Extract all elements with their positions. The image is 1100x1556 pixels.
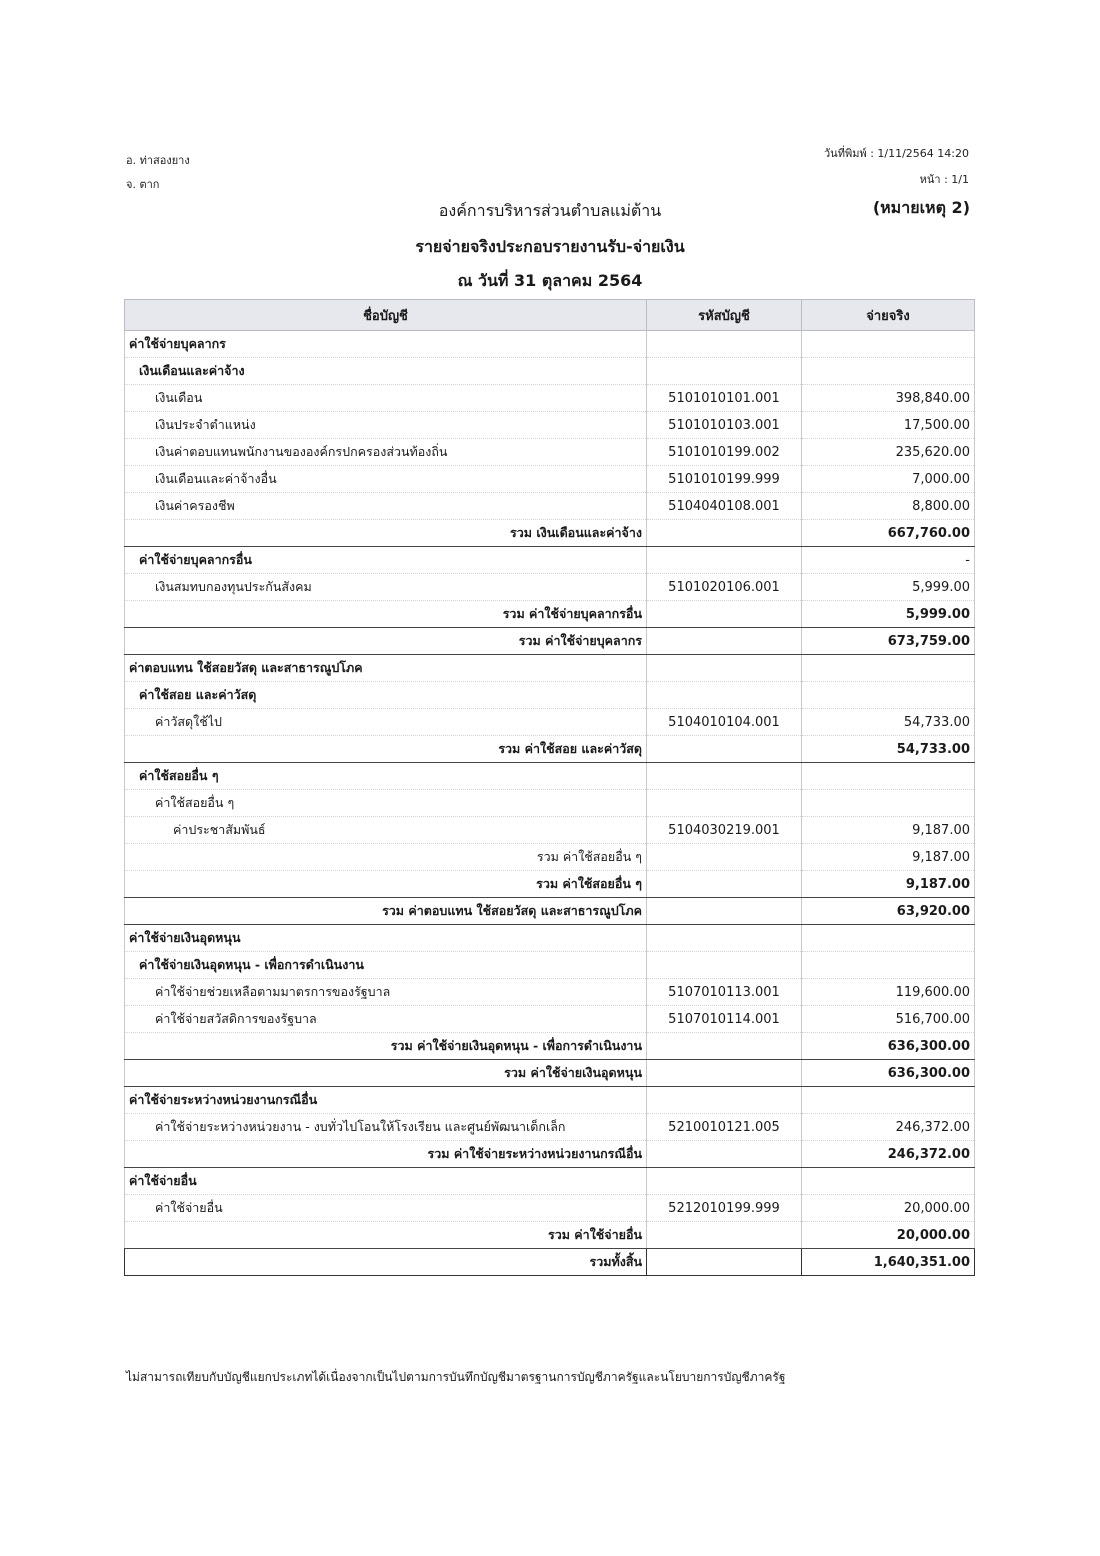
account-name-cell: ค่าตอบแทน ใช้สอยวัสดุ และสาธารณูปโภค xyxy=(125,655,647,682)
account-code-cell: 5101010101.001 xyxy=(647,385,802,412)
table-row xyxy=(125,925,975,952)
amount-cell: - xyxy=(802,547,975,574)
amount-cell: 516,700.00 xyxy=(802,1006,975,1033)
amount-cell: 5,999.00 xyxy=(802,601,975,628)
table-row xyxy=(125,412,975,439)
amount-cell xyxy=(802,682,975,709)
account-name-cell: ค่าใช้สอยอื่น ๆ xyxy=(125,790,647,817)
account-name-cell: ค่าใช้จ่ายเงินอุดหนุน xyxy=(125,925,647,952)
table-row xyxy=(125,1006,975,1033)
amount-cell xyxy=(802,331,975,358)
table-row xyxy=(125,547,975,574)
table-row xyxy=(125,574,975,601)
note-reference: (หมายเหตุ 2) xyxy=(872,198,970,217)
account-code-cell xyxy=(647,601,802,628)
account-name-cell: รวม เงินเดือนและค่าจ้าง xyxy=(125,520,647,547)
account-name-cell: รวม ค่าใช้จ่ายอื่น xyxy=(125,1222,647,1249)
account-name-cell: ค่าใช้จ่ายอื่น xyxy=(125,1168,647,1195)
table-row xyxy=(125,466,975,493)
account-code-cell xyxy=(647,358,802,385)
account-name-cell: ค่าใช้จ่ายบุคลากร xyxy=(125,331,647,358)
amount-cell: 5,999.00 xyxy=(802,574,975,601)
table-row xyxy=(125,709,975,736)
amount-cell: 8,800.00 xyxy=(802,493,975,520)
account-code-cell xyxy=(647,925,802,952)
account-name-cell: ค่าใช้จ่ายอื่น xyxy=(125,1195,647,1222)
account-code-cell xyxy=(647,790,802,817)
amount-cell xyxy=(802,790,975,817)
amount-cell xyxy=(802,1087,975,1114)
account-code-cell xyxy=(647,331,802,358)
amount-cell: 119,600.00 xyxy=(802,979,975,1006)
subtotal-row xyxy=(125,601,975,628)
table-row xyxy=(125,493,975,520)
amount-cell: 7,000.00 xyxy=(802,466,975,493)
account-code-cell xyxy=(647,952,802,979)
grand-total-row xyxy=(125,1249,975,1276)
account-code-cell: 5104010104.001 xyxy=(647,709,802,736)
account-code-cell xyxy=(647,655,802,682)
amount-cell: 54,733.00 xyxy=(802,736,975,763)
account-code-cell xyxy=(647,1168,802,1195)
amount-cell: 1,640,351.00 xyxy=(802,1249,975,1276)
account-code-cell: 5107010114.001 xyxy=(647,1006,802,1033)
amount-cell: 246,372.00 xyxy=(802,1141,975,1168)
amount-cell xyxy=(802,925,975,952)
account-code-cell: 5104030219.001 xyxy=(647,817,802,844)
subtotal-row xyxy=(125,1141,975,1168)
amount-cell xyxy=(802,1168,975,1195)
table-row xyxy=(125,655,975,682)
table-row xyxy=(125,1195,975,1222)
account-code-cell: 5101020106.001 xyxy=(647,574,802,601)
amount-cell xyxy=(802,952,975,979)
table-row xyxy=(125,952,975,979)
amount-cell: 63,920.00 xyxy=(802,898,975,925)
page-number: หน้า : 1/1 xyxy=(919,173,969,186)
account-code-cell xyxy=(647,547,802,574)
account-name-cell: รวม ค่าใช้จ่ายบุคลากร xyxy=(125,628,647,655)
account-code-cell xyxy=(647,763,802,790)
table-row xyxy=(125,1087,975,1114)
subtotal-row xyxy=(125,844,975,871)
report-date: ณ วันที่ 31 ตุลาคม 2564 xyxy=(457,271,643,290)
account-code-cell xyxy=(647,520,802,547)
account-name-cell: เงินค่าครองชีพ xyxy=(125,493,647,520)
account-name-cell: ค่าใช้จ่ายระหว่างหน่วยงานกรณีอื่น xyxy=(125,1087,647,1114)
subtotal-row xyxy=(125,520,975,547)
account-name-cell: ค่าใช้สอย และค่าวัสดุ xyxy=(125,682,647,709)
subtotal-row xyxy=(125,898,975,925)
subtotal-row xyxy=(125,736,975,763)
account-name-cell: เงินค่าตอบแทนพนักงานขององค์กรปกครองส่วนท้องถิ่น xyxy=(125,439,647,466)
account-code-cell: 5101010199.999 xyxy=(647,466,802,493)
account-name-cell: เงินเดือน xyxy=(125,385,647,412)
account-name-cell: ค่าใช้จ่ายบุคลากรอื่น xyxy=(125,547,647,574)
amount-cell: 246,372.00 xyxy=(802,1114,975,1141)
amount-cell xyxy=(802,763,975,790)
account-code-cell xyxy=(647,682,802,709)
table-row xyxy=(125,385,975,412)
table-row xyxy=(125,763,975,790)
account-name-cell: รวม ค่าใช้สอย และค่าวัสดุ xyxy=(125,736,647,763)
amount-cell: 54,733.00 xyxy=(802,709,975,736)
account-code-cell xyxy=(647,1249,802,1276)
expense-table xyxy=(124,299,975,1276)
account-code-cell xyxy=(647,1033,802,1060)
account-name-cell: ค่าใช้จ่ายระหว่างหน่วยงาน - งบทั่วไปโอนให้โรงเรียน และศูนย์พัฒนาเด็กเล็ก xyxy=(125,1114,647,1141)
amount-cell: 9,187.00 xyxy=(802,844,975,871)
amount-cell: 636,300.00 xyxy=(802,1033,975,1060)
table-row xyxy=(125,979,975,1006)
amount-cell: 673,759.00 xyxy=(802,628,975,655)
account-code-cell xyxy=(647,628,802,655)
amount-cell xyxy=(802,358,975,385)
amount-cell: 20,000.00 xyxy=(802,1222,975,1249)
account-name-cell: ค่าใช้จ่ายช่วยเหลือตามมาตรการของรัฐบาล xyxy=(125,979,647,1006)
account-code-cell: 5212010199.999 xyxy=(647,1195,802,1222)
table-header-row xyxy=(125,300,975,331)
amount-cell: 235,620.00 xyxy=(802,439,975,466)
account-name-cell: เงินเดือนและค่าจ้าง xyxy=(125,358,647,385)
account-name-cell: รวม ค่าใช้จ่ายเงินอุดหนุน - เพื่อการดำเนินงาน xyxy=(125,1033,647,1060)
account-code-cell xyxy=(647,844,802,871)
account-name-cell: ค่าใช้จ่ายเงินอุดหนุน - เพื่อการดำเนินงาน xyxy=(125,952,647,979)
amount-cell: 9,187.00 xyxy=(802,871,975,898)
amount-cell: 9,187.00 xyxy=(802,817,975,844)
print-date: วันที่พิมพ์ : 1/11/2564 14:20 xyxy=(824,147,969,160)
account-name-cell: รวม ค่าใช้จ่ายบุคลากรอื่น xyxy=(125,601,647,628)
account-name-cell: รวม ค่าใช้จ่ายเงินอุดหนุน xyxy=(125,1060,647,1087)
amount-cell: 20,000.00 xyxy=(802,1195,975,1222)
table-row xyxy=(125,1168,975,1195)
amount-cell: 398,840.00 xyxy=(802,385,975,412)
account-name-cell: ค่าใช้สอยอื่น ๆ xyxy=(125,763,647,790)
table-row xyxy=(125,331,975,358)
table-row xyxy=(125,439,975,466)
footer-note: ไม่สามารถเทียบกับบัญชีแยกประเภทได้เนื่องจากเป็นไปตามการบันทึกบัญชีมาตรฐานการบัญชีภาครัฐและนโยบายการบัญชีภาครัฐ xyxy=(126,1370,786,1384)
account-code-cell xyxy=(647,898,802,925)
column-header-account-code: รหัสบัญชี xyxy=(647,300,802,331)
account-name-cell: เงินประจำตำแหน่ง xyxy=(125,412,647,439)
account-name-cell: ค่าใช้จ่ายสวัสดิการของรัฐบาล xyxy=(125,1006,647,1033)
account-code-cell: 5104040108.001 xyxy=(647,493,802,520)
amount-cell: 667,760.00 xyxy=(802,520,975,547)
account-name-cell: รวมทั้งสิ้น xyxy=(125,1249,647,1276)
province-label: จ. ตาก xyxy=(126,178,160,191)
account-code-cell: 5101010103.001 xyxy=(647,412,802,439)
table-row xyxy=(125,817,975,844)
amount-cell xyxy=(802,655,975,682)
organization-name: องค์การบริหารส่วนตำบลแม่ต้าน xyxy=(438,201,662,220)
account-name-cell: ค่าประชาสัมพันธ์ xyxy=(125,817,647,844)
table-row xyxy=(125,1114,975,1141)
report-title: รายจ่ายจริงประกอบรายงานรับ-จ่ายเงิน xyxy=(415,237,685,256)
account-name-cell: ค่าวัสดุใช้ไป xyxy=(125,709,647,736)
account-code-cell xyxy=(647,1060,802,1087)
table-row xyxy=(125,682,975,709)
subtotal-row xyxy=(125,628,975,655)
account-code-cell xyxy=(647,736,802,763)
subtotal-row xyxy=(125,1060,975,1087)
column-header-actual-paid: จ่ายจริง xyxy=(802,300,975,331)
subtotal-row xyxy=(125,1033,975,1060)
account-name-cell: เงินสมทบกองทุนประกันสังคม xyxy=(125,574,647,601)
subtotal-row xyxy=(125,1222,975,1249)
account-code-cell xyxy=(647,1141,802,1168)
account-code-cell: 5107010113.001 xyxy=(647,979,802,1006)
account-code-cell xyxy=(647,1087,802,1114)
account-name-cell: รวม ค่าใช้สอยอื่น ๆ xyxy=(125,844,647,871)
amount-cell: 17,500.00 xyxy=(802,412,975,439)
district-label: อ. ท่าสองยาง xyxy=(126,154,190,167)
amount-cell: 636,300.00 xyxy=(802,1060,975,1087)
account-code-cell: 5210010121.005 xyxy=(647,1114,802,1141)
account-name-cell: เงินเดือนและค่าจ้างอื่น xyxy=(125,466,647,493)
account-code-cell xyxy=(647,871,802,898)
column-header-account-name: ชื่อบัญชี xyxy=(125,300,647,331)
account-code-cell xyxy=(647,1222,802,1249)
account-name-cell: รวม ค่าใช้สอยอื่น ๆ xyxy=(125,871,647,898)
table-row xyxy=(125,358,975,385)
account-name-cell: รวม ค่าตอบแทน ใช้สอยวัสดุ และสาธารณูปโภค xyxy=(125,898,647,925)
subtotal-row xyxy=(125,871,975,898)
table-row xyxy=(125,790,975,817)
account-code-cell: 5101010199.002 xyxy=(647,439,802,466)
account-name-cell: รวม ค่าใช้จ่ายระหว่างหน่วยงานกรณีอื่น xyxy=(125,1141,647,1168)
